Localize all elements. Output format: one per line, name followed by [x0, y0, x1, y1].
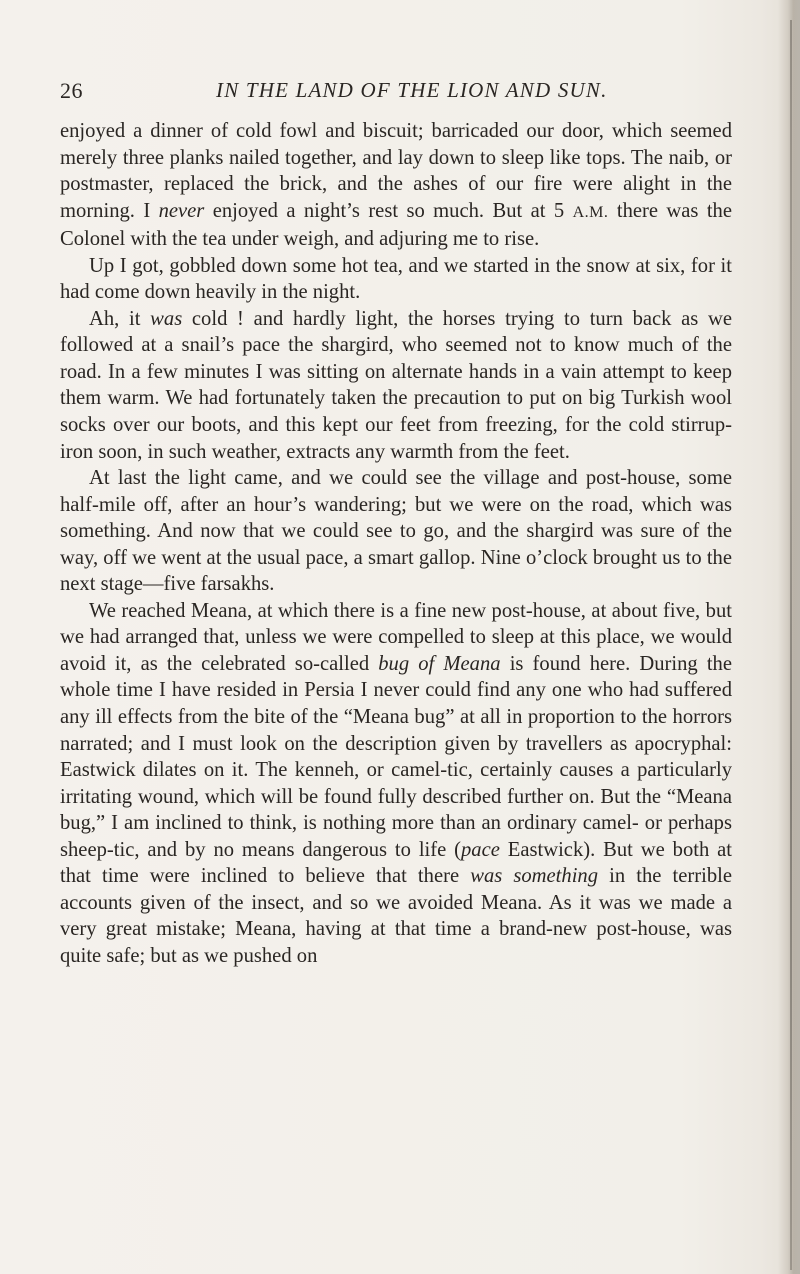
- emphasis: bug of Meana: [378, 652, 501, 675]
- text-run: enjoyed a dinner of cold fowl and biscuit; barricaded our door, which seemed merely three planks nailed together, and lay down to sleep like tops. The naib, or postmaster, replaced the brick, and the ashes of our fire were alight in the morning. I: [60, 120, 732, 222]
- text-run: there was the Colonel with the tea under weigh, and adjuring me to rise.: [60, 199, 732, 251]
- emphasis: was something: [470, 865, 599, 888]
- text-run: Eastwick). But we both at that time were inclined to believe that there: [60, 838, 732, 888]
- text-run: enjoyed a night’s rest so much. But at 5: [204, 199, 573, 222]
- text-run: in the terrible accounts given of the insect, and so we avoided Meana. As it was we made a very great mistake; Meana, having at that time a brand-new post-house, was quite safe; but as we pushed on: [60, 865, 732, 967]
- paragraph-5: [60, 598, 732, 970]
- paragraph-3: [60, 306, 732, 465]
- page-edge-shadow: [778, 0, 800, 1274]
- page-number: 26: [60, 78, 83, 103]
- paragraph-4: At last the light came, and we could see the village and post-house, some half-mile off, after an hour’s wandering; but we were on the road, which was something. And now that we could see to go, and the shargird was sure of the way, off we went at the usual pace, a smart gallop. Nine o’clock brought us to the next stage—five farsakhs.: [60, 467, 732, 596]
- emphasis: pace: [461, 838, 500, 861]
- text-run: cold ! and hardly light, the horses trying to turn back as we followed at a snail’s pace the shargird, who seemed not to know much of the road. In a few minutes I was sitting on alternate hands in a vain attempt to keep them warm. We had fortunately taken the precaution to put on big Turkish wool socks over our boots, and this kept our feet from freezing, for the cold stirrup-iron soon, in such weather, extracts any warmth from the feet.: [60, 307, 733, 463]
- emphasis: never: [158, 199, 205, 222]
- binding-edge: [790, 20, 792, 1270]
- text-run: is found here. During the whole time I have resided in Persia I never could find any one who had suffered any ill effects from the bite of the “Meana bug” at all in proportion to the horrors narrated; and I must look on the description given by travellers as apocryphal: Eastwick dilates on it. The kenneh, or camel-tic, certainly causes a particularly irritating wound, which will be found fully described further on. But the “Meana bug,” I am inclined to think, is nothing more than an ordinary camel- or perhaps sheep-tic, and by no means dangerous to life (: [60, 652, 732, 861]
- small-caps-time: A.M.: [572, 203, 609, 221]
- emphasis: was: [150, 307, 183, 330]
- running-title: IN THE LAND OF THE LION AND SUN.: [216, 78, 608, 102]
- body-text: [60, 118, 732, 970]
- paragraph-2: Up I got, gobbled down some hot tea, and we started in the snow at six, for it had come down heavily in the night.: [60, 254, 732, 304]
- paragraph-1: [60, 118, 732, 253]
- text-run: We reached Meana, at which there is a fine new post-house, at about five, but we had arranged that, unless we were compelled to sleep at this place, we would avoid it, as the celebrated so-called: [60, 599, 732, 675]
- text-run: Ah, it: [89, 307, 151, 330]
- running-head: [60, 78, 732, 108]
